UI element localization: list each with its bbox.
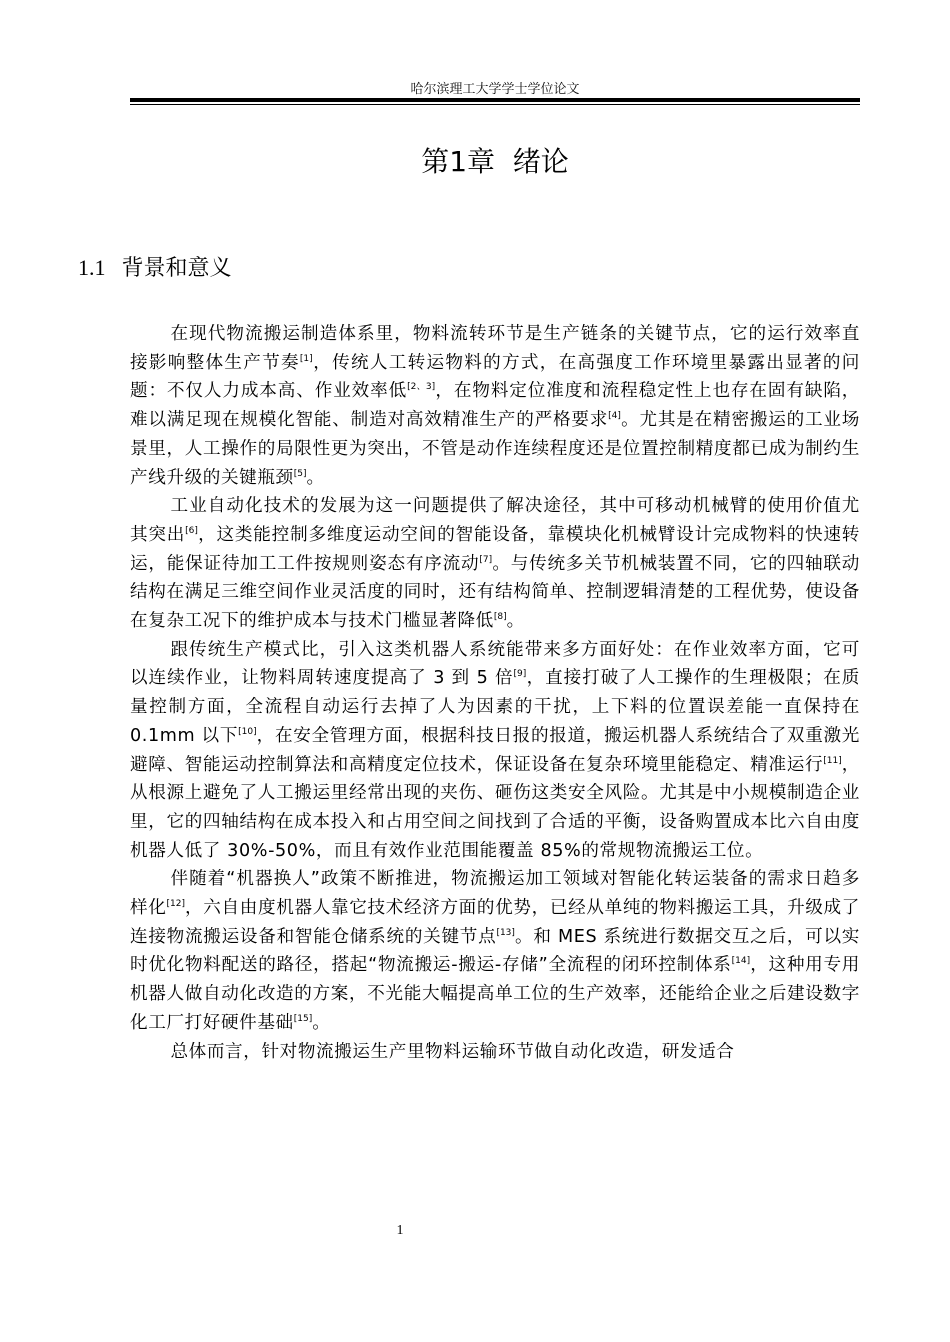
citation-ref: [5] <box>293 468 307 479</box>
paragraph-text: ，六自由度机器人靠它技术经济方面的优势，已经从单纯的物料搬运工具，升级成了连接物流搬运设备和智能仓储系统的关键节点 <box>130 898 860 947</box>
paragraph-text: 伴随着“机器换人”政策不断推进，物流搬运加工领域对智能化转运装备的需求日趋多样化 <box>130 869 860 919</box>
citation-ref: [10] <box>238 726 257 737</box>
paragraph-text: ，传统人工转运物料的方式，在高强度工作环境里暴露出显著的问题：不仅人力成本高、作业效率低 <box>130 352 860 402</box>
paragraph-text: ，在物料定位准度和流程稳定性上也存在固有缺陷，难以满足现在规模化智能、制造对高效精准生产的严格要求 <box>130 381 860 431</box>
paragraph-text: 在现代物流搬运制造体系里，物料流转环节是生产链条的关键节点，它的运行效率直接影响整体生产节奏 <box>130 324 860 373</box>
body-text <box>130 320 860 1066</box>
paragraph-text: 跟传统生产模式比，引入这类机器人系统能带来多方面好处：在作业效率方面，它可以连续作业，让物料周转速度提高了 3 到 5 倍 <box>130 639 860 689</box>
citation-ref: [7] <box>479 554 493 565</box>
paragraph-text: ，在安全管理方面，根据科技日报的报道，搬运机器人系统结合了双重激光避障、智能运动控制算法和高精度定位技术，保证设备在复杂环境里能稳定、精准运行 <box>130 725 860 775</box>
body-paragraph <box>130 636 860 866</box>
citation-ref: [8] <box>493 612 507 623</box>
section-number: 1.1 <box>78 255 106 280</box>
citation-ref: [1] <box>299 353 313 364</box>
paragraph-text: 工业自动化技术的发展为这一问题提供了解决途径，其中可移动机械臂的使用价值尤其突出 <box>130 496 860 545</box>
paragraph-text: 总体而言，针对物流搬运生产里物料运输环节做自动化改造，研发适合 <box>170 1041 735 1062</box>
citation-ref: [9] <box>513 669 527 680</box>
citation-ref: [12] <box>166 899 185 910</box>
paragraph-text: 。 <box>306 467 325 488</box>
citation-ref: [14] <box>731 956 751 967</box>
paragraph-text: ，这种用专用机器人做自动化改造的方案，不光能大幅提高单工位的生产效率，还能给企业之后建设数字化工厂打好硬件基础 <box>130 955 860 1033</box>
paragraph-text: ，从根源上避免了人工搬运里经常出现的夹伤、砸伤这类安全风险。尤其是中小规模制造企业里，它的四轴结构在成本投入和占用空间之间找到了合适的平衡，设备购置成本比六自由度机器人低了 30%-50%，而且有效作业范围能覆盖 85%的常规物流搬运工位。 <box>130 754 860 861</box>
body-paragraph <box>130 492 860 636</box>
body-paragraph <box>130 865 860 1037</box>
running-header: 哈尔滨理工大学学士学位论文 <box>410 82 580 97</box>
page-number: 1 <box>396 1223 404 1238</box>
section-title: 背景和意义 <box>121 256 232 281</box>
citation-ref: [13] <box>496 927 515 938</box>
citation-ref: [6] <box>185 526 198 537</box>
paragraph-text: 。 <box>506 611 525 632</box>
body-paragraph <box>130 1038 860 1067</box>
paragraph-text: 。 <box>312 1012 331 1033</box>
citation-ref: [15] <box>293 1014 313 1025</box>
citation-ref: [4] <box>608 411 621 422</box>
paragraph-text: ，这类能控制多维度运动空间的智能设备，靠模块化机械臂设计完成物料的快速转运，能保证待加工工件按规则姿态有序流动 <box>130 524 860 574</box>
header-rule-thick <box>130 98 860 102</box>
section-heading <box>78 252 232 285</box>
citation-ref: [11] <box>823 755 842 766</box>
body-paragraph <box>130 320 860 492</box>
paragraph-text: 。尤其是在精密搬运的工业场景里，人工操作的局限性更为突出，不管是动作连续程度还是位置控制精度都已成为制约生产线升级的关键瓶颈 <box>130 410 860 488</box>
paragraph-text: 。与传统多关节机械装置不同，它的四轴联动结构在满足三维空间作业灵活度的同时，还有结构简单、控制逻辑清楚的工程优势，使设备在复杂工况下的维护成本与技术门槛显著降低 <box>130 553 860 632</box>
header-rule-thin <box>130 104 860 105</box>
paragraph-text: ，直接打破了人工操作的生理极限；在质量控制方面，全流程自动运行去掉了人为因素的干扰，上下料的位置误差能一直保持在 0.1mm 以下 <box>130 668 860 746</box>
chapter-title: 第1章 绪论 <box>421 145 569 178</box>
paragraph-text: 。和 MES 系统进行数据交互之后，可以实时优化物料配送的路径，搭起“物流搬运-搬运-存储”全流程的闭环控制体系 <box>130 926 860 976</box>
citation-ref: [2、3] <box>407 382 436 393</box>
